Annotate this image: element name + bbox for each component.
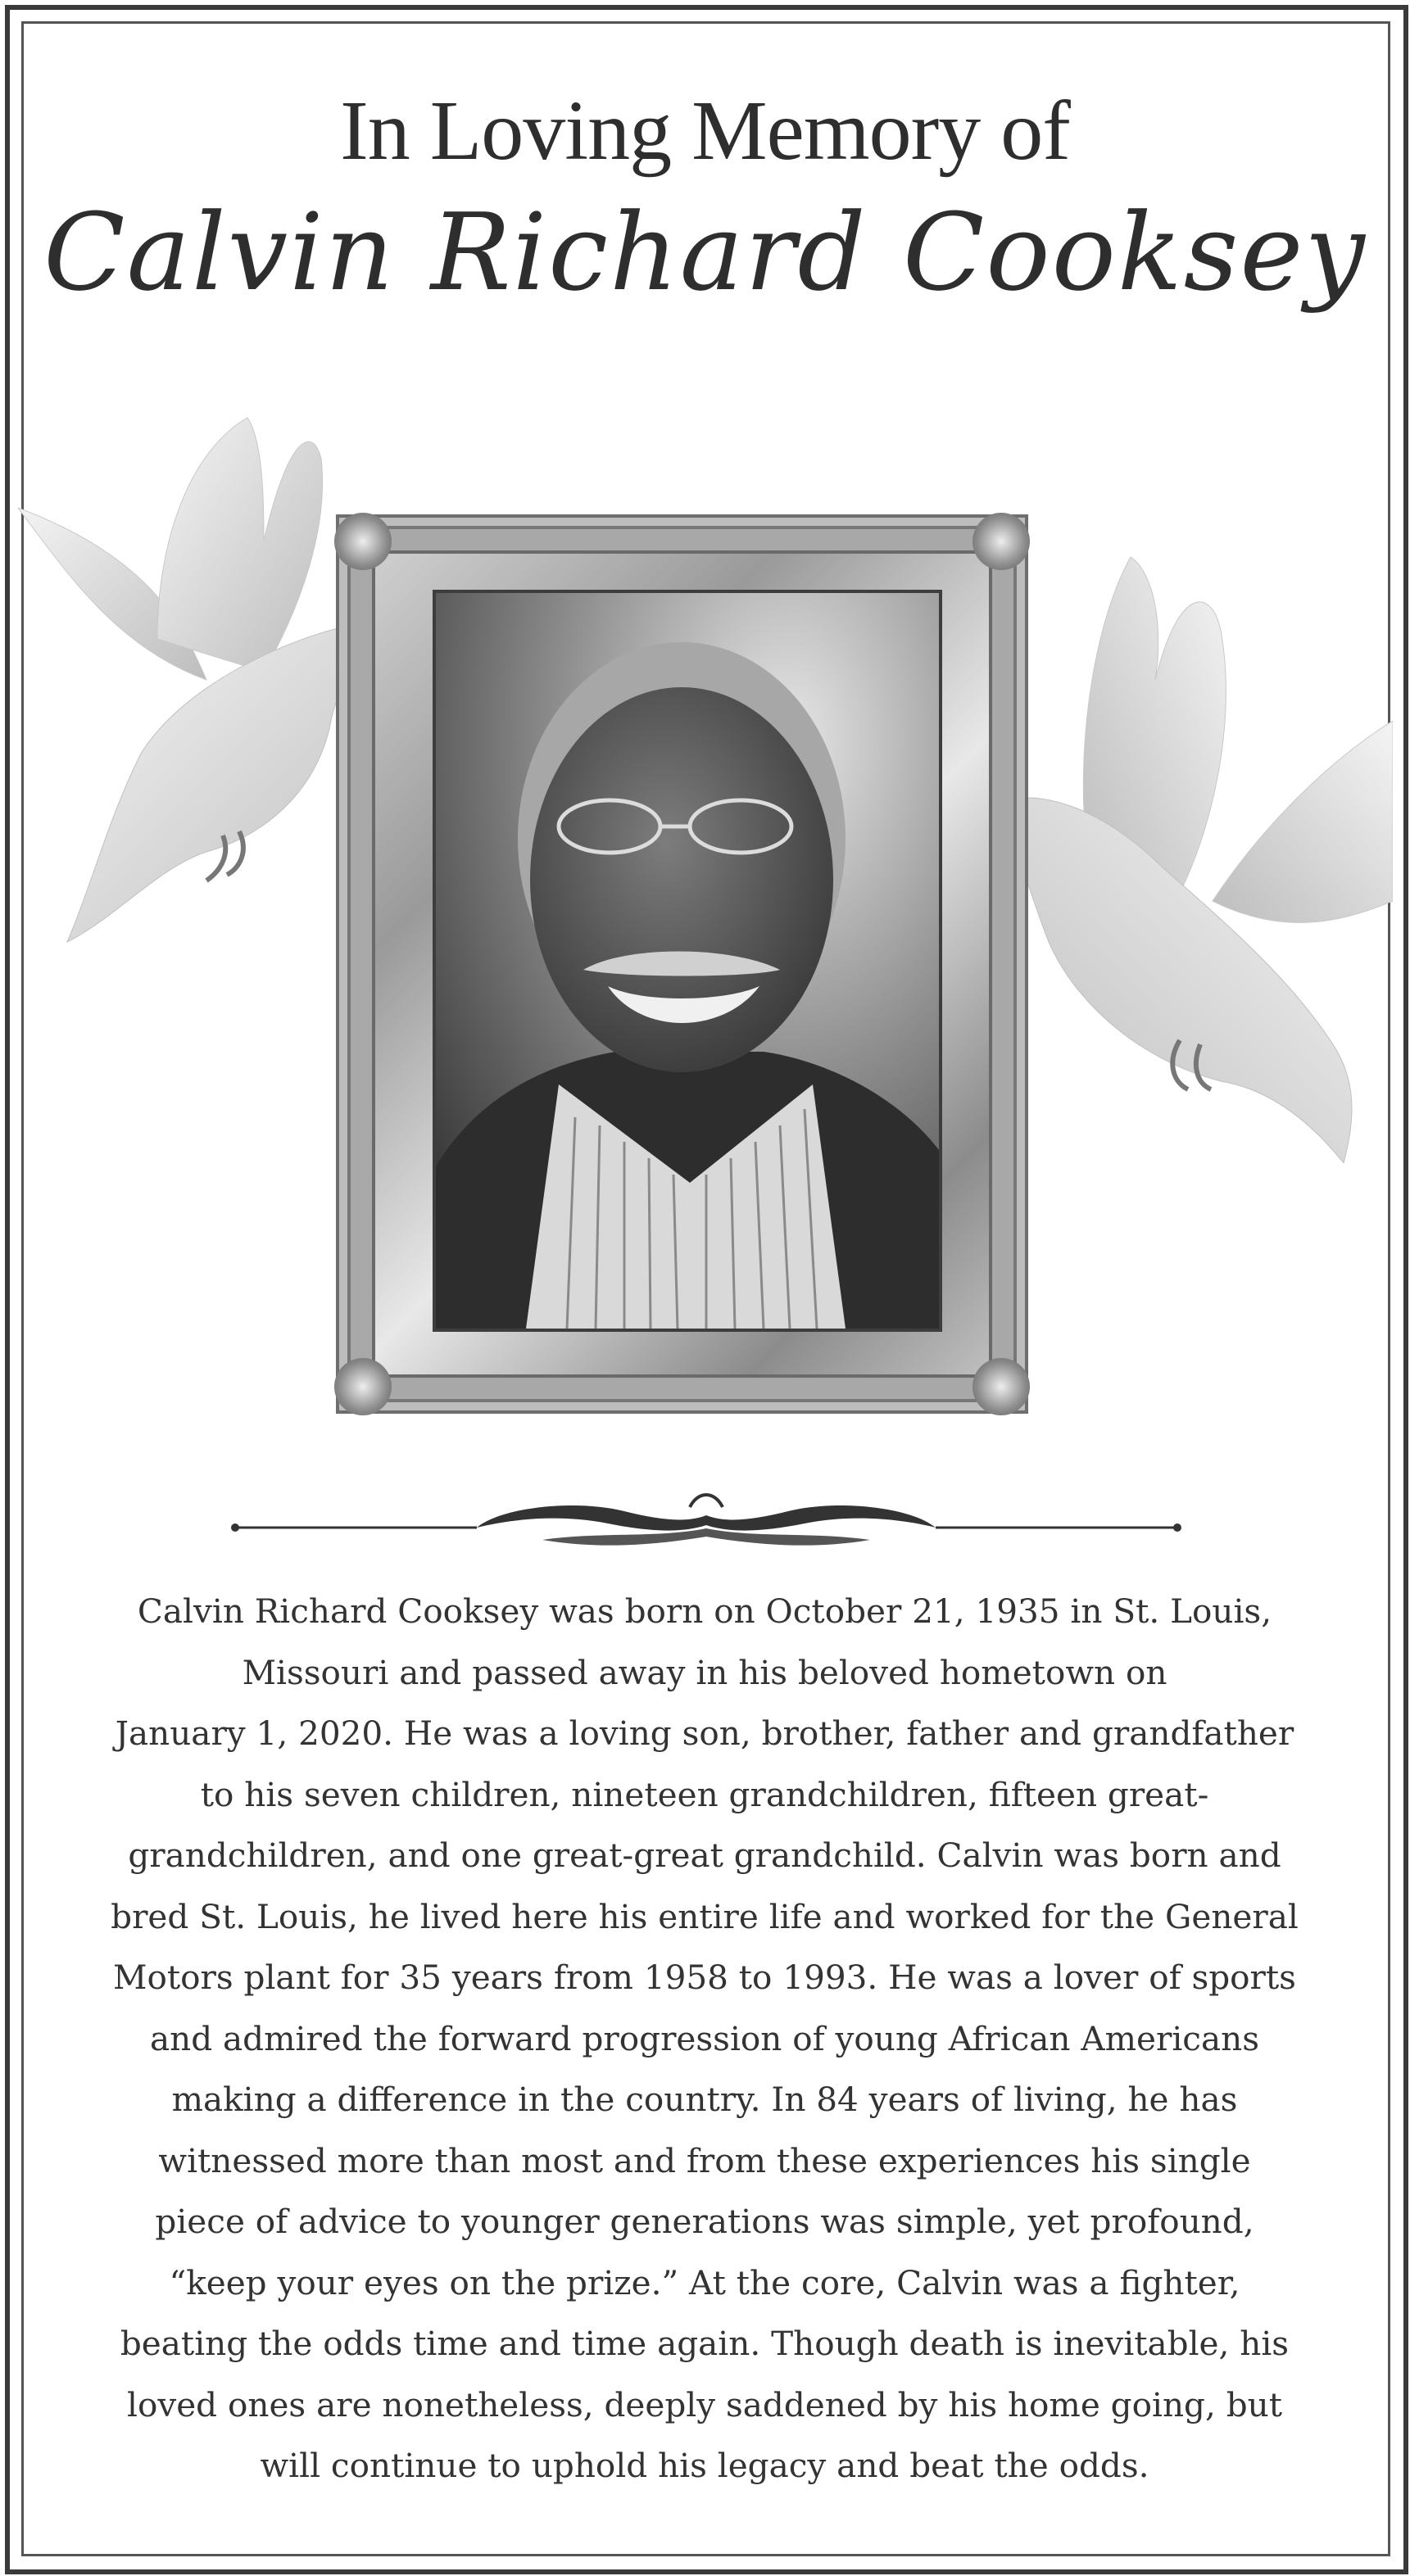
obituary-line: Motors plant for 35 years from 1958 to 1993. He was a lover of sports [113, 1958, 1296, 1997]
obituary-line: bred St. Louis, he lived here his entire life and worked for the General [111, 1896, 1299, 1936]
memorial-heading: In Loving Memory of [340, 84, 1070, 178]
ornate-photo-frame [336, 514, 1028, 1414]
obituary-line: Missouri and passed away in his beloved hometown on [242, 1652, 1167, 1692]
obituary-line: and admired the forward progression of young African Americans [149, 2018, 1259, 2058]
obituary-line: making a difference in the country. In 84 years of living, he has [171, 2080, 1238, 2119]
obituary-line: beating the odds time and time again. Though death is inevitable, his [120, 2324, 1290, 2363]
obituary-line: piece of advice to younger generations was simple, yet profound, [155, 2202, 1254, 2241]
obituary-line: loved ones are nonetheless, deeply saddened by his home going, but [127, 2384, 1282, 2424]
deceased-name: Calvin Richard Cooksey [43, 190, 1367, 315]
obituary-line: January 1, 2020. He was a loving son, brother, father and grandfather [115, 1714, 1294, 1753]
obituary-text [78, 1581, 1331, 2497]
obituary-line: witnessed more than most and from these experiences his single [158, 2140, 1251, 2180]
frame-corner-ornament [334, 513, 392, 570]
frame-corner-ornament [334, 1358, 392, 1415]
dove-icon [967, 557, 1393, 1163]
obituary-line: will continue to uphold his legacy and beat the odds. [260, 2446, 1149, 2485]
portrait-photo [433, 590, 942, 1332]
obituary-line: to his seven children, nineteen grandchildren, fifteen great- [200, 1774, 1209, 1814]
flourish-divider-icon [231, 1474, 1181, 1581]
obituary-line: “keep your eyes on the prize.” At the core, Calvin was a fighter, [169, 2262, 1240, 2302]
obituary-line: Calvin Richard Cooksey was born on October 21, 1935 in St. Louis, [137, 1591, 1272, 1631]
obituary-line: grandchildren, and one great-great grandchild. Calvin was born and [128, 1836, 1281, 1875]
frame-corner-ornament [972, 1358, 1030, 1415]
frame-corner-ornament [972, 513, 1030, 570]
